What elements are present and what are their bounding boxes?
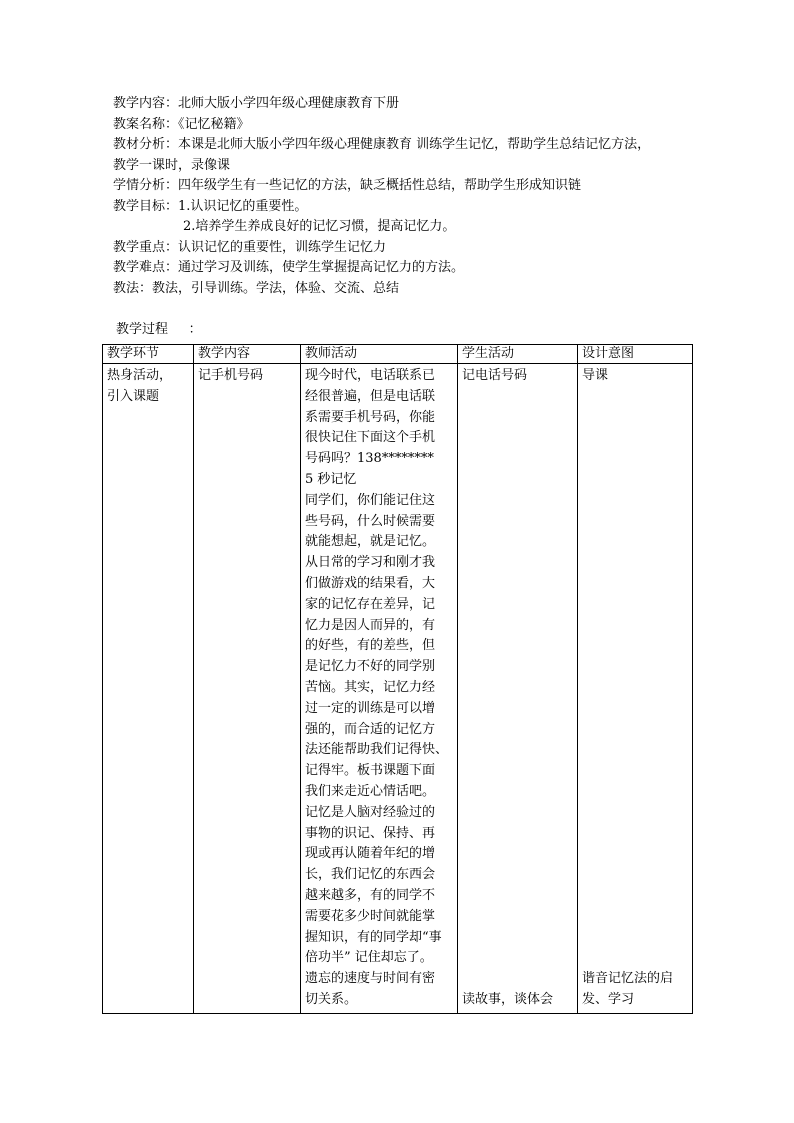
teacher-line: 的好些，有的差些，但 bbox=[305, 638, 436, 654]
teacher-line: 很快记住下面这个手机 bbox=[305, 430, 436, 446]
intent-top: 导课 bbox=[582, 368, 609, 383]
header-student: 学生活动 bbox=[458, 345, 578, 364]
info-goal-1: 教学目标：1.认识记忆的重要性。 bbox=[113, 198, 308, 214]
teacher-line: 我们来走近心情话吧。 bbox=[305, 783, 436, 799]
info-difficulty: 教学难点：通过学习及训练，使学生掌握提高记忆力的方法。 bbox=[113, 260, 465, 275]
content-text: 记手机号码 bbox=[198, 368, 264, 383]
teacher-line: 遗忘的速度与时间有密 bbox=[305, 971, 436, 987]
teacher-line: 同学们，你们能记住这 bbox=[305, 492, 436, 508]
teacher-activity-text bbox=[305, 366, 453, 1011]
info-students: 学情分析：四年级学生有一些记忆的方法，缺乏概括性总结，帮助学生形成知识链 bbox=[113, 178, 582, 193]
header-content: 教学内容 bbox=[194, 345, 301, 364]
teacher-line: 些号码，什么时候需要 bbox=[305, 513, 436, 529]
lesson-info bbox=[113, 94, 713, 299]
teacher-line: 现今时代，电话联系已 bbox=[305, 368, 436, 383]
teacher-line: 就能想起，就是记忆。 bbox=[305, 534, 436, 550]
teacher-line: 倍功半” 记住却忘了。 bbox=[305, 950, 433, 966]
info-material-1: 教材分析：本课是北师大版小学四年级心理健康教育 训练学生记忆，帮助学生总结记忆方法， bbox=[113, 137, 651, 152]
teacher-line: 切关系。 bbox=[305, 991, 358, 1007]
teacher-line: 们做游戏的结果看，大 bbox=[305, 575, 436, 591]
process-label: 教学过程 ： bbox=[116, 322, 202, 337]
teacher-line: 系需要手机号码，你能 bbox=[305, 409, 436, 425]
teacher-line: 法还能帮助我们记得快、 bbox=[305, 742, 449, 758]
teacher-line: 从日常的学习和刚才我 bbox=[305, 555, 436, 571]
intent-bottom-line: 发、学习 bbox=[582, 991, 635, 1007]
lesson-table bbox=[102, 344, 693, 1014]
header-intent: 设计意图 bbox=[578, 345, 693, 364]
info-methods: 教法：教法，引导训练。学法，体验、交流、总结 bbox=[113, 280, 400, 296]
info-material-2: 教学一课时，录像课 bbox=[113, 157, 231, 173]
teacher-line: 家的记忆存在差异，记 bbox=[305, 596, 436, 612]
teacher-line: 过一定的训练是可以增 bbox=[305, 700, 436, 716]
teacher-line: 事物的识记、保持、再 bbox=[305, 825, 436, 841]
cell-teacher bbox=[301, 364, 458, 1014]
teacher-line: 握知识，有的同学却“事 bbox=[305, 929, 442, 945]
teacher-line: 长，我们记忆的东西会 bbox=[305, 867, 436, 883]
intent-bottom-line: 谐音记忆法的启 bbox=[582, 971, 674, 987]
stage-line: 引入课题 bbox=[107, 388, 160, 404]
teacher-line: 越来越多，有的同学不 bbox=[305, 887, 436, 903]
stage-line: 热身活动， bbox=[107, 368, 173, 383]
teacher-line: 号码吗？138******** bbox=[305, 451, 434, 467]
cell-stage bbox=[103, 364, 194, 1014]
info-key: 教学重点：认识记忆的重要性，训练学生记忆力 bbox=[113, 239, 387, 255]
student-activity-bottom: 读故事，谈体会 bbox=[462, 991, 554, 1007]
student-activity-top: 记电话号码 bbox=[462, 368, 528, 383]
teacher-line: 记忆是人脑对经验过的 bbox=[305, 804, 436, 820]
header-teacher: 教师活动 bbox=[301, 345, 458, 364]
table-header-row bbox=[103, 345, 693, 364]
teacher-line: 需要花多少时间就能掌 bbox=[305, 908, 436, 924]
teacher-line: 苦恼。其实，记忆力经 bbox=[305, 679, 436, 695]
teacher-line: 现或再认随着年纪的增 bbox=[305, 846, 436, 862]
header-stage: 教学环节 bbox=[103, 345, 194, 364]
cell-student bbox=[458, 364, 578, 1014]
teacher-line: 是记忆力不好的同学别 bbox=[305, 659, 436, 675]
intent-bottom bbox=[582, 969, 673, 1011]
info-content: 教学内容：北师大版小学四年级心理健康教育下册 bbox=[113, 96, 400, 111]
teacher-line: 记得牢。板书课题下面 bbox=[305, 763, 436, 779]
cell-content bbox=[194, 364, 301, 1014]
teacher-line: 经很普遍，但是电话联 bbox=[305, 388, 436, 404]
cell-intent bbox=[578, 364, 693, 1014]
info-goal-2: 2.培养学生养成良好的记忆习惯，提高记忆力。 bbox=[183, 219, 456, 234]
teacher-line: 5 秒记忆 bbox=[305, 471, 357, 487]
teacher-line: 忆力是因人而异的，有 bbox=[305, 617, 436, 633]
teacher-line: 强的，而合适的记忆方 bbox=[305, 721, 436, 737]
table-row bbox=[103, 364, 693, 1014]
info-title: 教案名称：《记忆秘籍》 bbox=[113, 116, 250, 132]
